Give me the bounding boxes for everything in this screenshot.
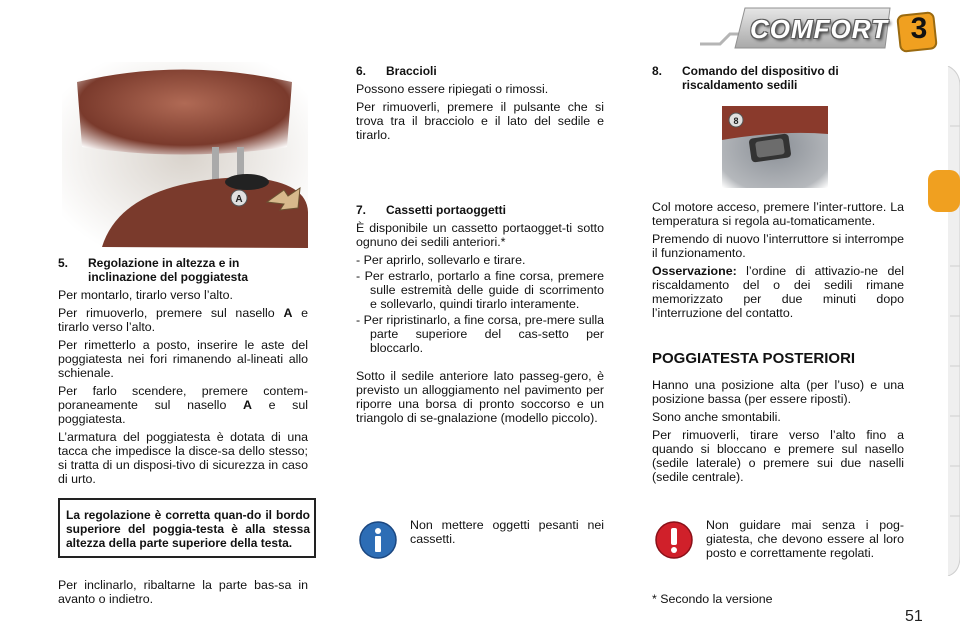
page-title: COMFORT	[750, 14, 888, 44]
section-8-heading	[652, 64, 904, 92]
section-5-heading	[58, 256, 308, 284]
paragraph: Sotto il sedile anteriore lato passeg-gero, è previsto un alloggiamento nel pavimento per riporre una borsa di pronto soccorso e un triangolo di se-gnalazione (modello piccolo).	[356, 369, 604, 425]
text: Per farlo scendere, premere contem-poraneamente sul nasello	[58, 384, 308, 412]
section-6-title: Braccioli	[386, 64, 437, 78]
footnote: * Secondo la versione	[652, 592, 773, 606]
section-8-number: 8.	[652, 64, 663, 78]
column-right-body	[652, 200, 904, 324]
section-7-number: 7.	[356, 203, 367, 217]
paragraph: Possono essere ripiegati o rimossi.	[356, 82, 549, 96]
paragraph	[652, 264, 904, 320]
info-icon	[358, 520, 398, 560]
active-chapter-tab	[928, 170, 960, 212]
text: l’ordine di attivazio-ne del riscaldamento del o dei sedili rimane memorizzato per due minuti dopo l’interruzione del contatto.	[652, 264, 904, 320]
section-5-number: 5.	[58, 256, 69, 270]
paragraph	[58, 306, 308, 334]
paragraph: Per rimuoverli, tirare verso l’alto fino a quando si bloccano e premere sul nasello (sedile laterale) o premere sui due naselli (sedile centrale).	[652, 428, 904, 484]
column-left	[58, 256, 308, 490]
text: Per rimuoverlo, premere sul nasello	[58, 306, 275, 320]
paragraph: L’armatura del poggiatesta è dotata di una tacca che impedisce la disce-sa dello stesso; si tratta di un disposi-tivo di sicurezza in caso di urto.	[58, 430, 308, 486]
column-middle-s7	[356, 203, 604, 429]
chapter-number: 3	[910, 12, 928, 45]
paragraph: È disponibile un cassetto portaogget-ti sotto ognuno dei sedili anteriori.*	[356, 221, 604, 249]
paragraph: Col motore acceso, premere l’inter-ruttore. La temperatura si regola au-tomaticamente.	[652, 200, 904, 228]
list-item: - Per aprirlo, sollevarlo e tirare.	[356, 253, 526, 267]
paragraph: Per inclinarlo, ribaltarne la parte bas-sa in avanto o indietro.	[58, 578, 308, 606]
paragraph: Per rimuoverli, premere il pulsante che si trova tra il bracciolo e il lato del sedile e tirarlo.	[356, 100, 604, 142]
column-right-rear	[652, 378, 904, 488]
section-5-title-line1: Regolazione in altezza e in	[88, 256, 240, 270]
text: e tirarlo verso l’alto.	[58, 306, 309, 334]
paragraph: Premendo di nuovo l’interruttore si interrompe il funzionamento.	[652, 232, 904, 260]
list-item: - Per estrarlo, portarlo a fine corsa, premere sulle estremità delle guide di scorrimento e sollevarlo, quindi tirarlo interamente.	[356, 269, 604, 311]
info-note-text: Non mettere oggetti pesanti nei cassetti.	[410, 518, 604, 546]
section-7-title: Cassetti portaoggetti	[386, 203, 507, 217]
section-6-heading	[356, 64, 604, 78]
rear-headrests-heading: POGGIATESTA POSTERIORI	[652, 350, 856, 367]
paragraph: Per montarlo, tirarlo verso l’alto.	[58, 288, 233, 302]
column-left-footer	[58, 578, 308, 610]
headrest-tab-label: A	[235, 194, 243, 205]
section-6-number: 6.	[356, 64, 367, 78]
headrest-photo	[62, 62, 308, 248]
column-right	[652, 64, 904, 96]
text: e sul poggiatesta.	[58, 398, 308, 426]
section-7-heading	[356, 203, 604, 217]
page-number: 51	[905, 608, 923, 625]
list-item: - Per ripristinarlo, a fine corsa, pre-mere sulla parte superiore del cas-setto per bloccarlo.	[356, 313, 604, 355]
paragraph: Sono anche smontabili.	[652, 410, 781, 424]
label-a: A	[283, 306, 293, 320]
observation-label: Osservazione:	[652, 264, 737, 278]
paragraph: Hanno una posizione alta (per l’uso) e una posizione bassa (per essere riposti).	[652, 378, 904, 406]
warning-note-text: Non guidare mai senza i pog-giatesta, che devono essere al loro posto e correttamente regolati.	[706, 518, 904, 560]
seat-heating-switch-photo	[722, 106, 828, 188]
paragraph: Per rimetterlo a posto, inserire le aste del poggiatesta nei fori rimanendo al-lineati allo schienale.	[58, 338, 308, 380]
column-middle	[356, 64, 604, 146]
label-a: A	[243, 398, 252, 412]
section-8-title-line2: riscaldamento sedili	[682, 78, 798, 92]
switch-label: 8	[733, 116, 739, 126]
chapter-tabs	[928, 66, 960, 576]
warning-icon	[654, 520, 694, 560]
section-8-title-line1: Comando del dispositivo di	[682, 64, 839, 78]
section-5-title-line2: inclinazione del poggiatesta	[88, 270, 249, 284]
adjustment-note-box: La regolazione è corretta quan-do il bordo superiore del poggia-testa è alla stessa altezza della parte superiore della testa.	[58, 498, 316, 558]
paragraph	[58, 384, 308, 426]
